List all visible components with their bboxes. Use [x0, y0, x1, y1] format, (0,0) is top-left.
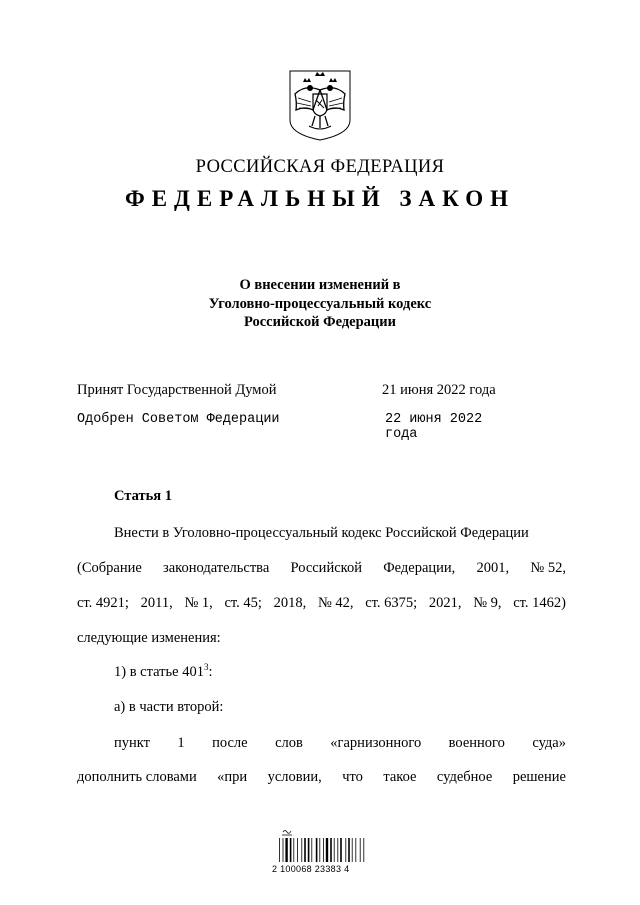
article-line-8 — [77, 769, 566, 786]
barcode-bar — [334, 838, 335, 862]
article-line-7 — [114, 735, 566, 752]
barcode-bar — [348, 838, 350, 862]
word: Российской — [290, 560, 362, 576]
word: дополнить словами — [77, 769, 197, 785]
word: такое — [383, 769, 417, 785]
word: 2018, — [273, 595, 307, 611]
barcode-bar — [363, 838, 364, 862]
word: ст. 45; — [224, 595, 262, 611]
barcode-bar — [355, 838, 356, 862]
adoption-label: Принят Государственной Думой — [77, 382, 277, 398]
word: 2011, — [140, 595, 173, 611]
word: после — [212, 735, 248, 751]
word: ст. 1462) — [513, 595, 566, 611]
item-1-text: 1) в статье 401 — [114, 664, 204, 680]
word: № 42, — [317, 595, 354, 611]
item-1-colon: : — [208, 664, 213, 680]
word: «гарнизонного — [330, 735, 422, 751]
adoption-date: 21 июня 2022 года — [382, 382, 496, 398]
word: ст. 6375; — [365, 595, 418, 611]
word: судебное — [436, 769, 493, 785]
article-line-3 — [77, 595, 566, 612]
barcode-bar — [326, 838, 328, 862]
word: 2021, — [428, 595, 462, 611]
word: решение — [512, 769, 566, 785]
barcode-bar — [337, 838, 338, 862]
word: суда» — [532, 735, 566, 751]
law-type-heading: ФЕДЕРАЛЬНЫЙ ЗАКОН — [124, 186, 516, 211]
adoption-date: 22 июня 2022 года — [385, 412, 483, 442]
word: 1 — [177, 735, 185, 751]
word: пункт — [114, 735, 150, 751]
barcode-bar — [297, 838, 298, 862]
barcode-bar — [360, 838, 361, 862]
barcode-bar — [311, 838, 312, 862]
barcode-bar — [301, 838, 302, 862]
barcode-number: 2 100068 23383 4 — [272, 864, 350, 874]
item-a: а) в части второй: — [114, 699, 224, 715]
word: военного — [448, 735, 505, 751]
barcode-bar — [279, 838, 280, 862]
barcode-bar — [285, 838, 287, 862]
article-intro-line: Внести в Уголовно-процессуальный кодекс Российской Федерации — [114, 525, 529, 541]
word: 2001, — [476, 560, 510, 576]
barcode-bar — [316, 838, 318, 862]
barcode-bar — [293, 838, 294, 862]
country-name: РОССИЙСКАЯ ФЕДЕРАЦИЯ — [195, 157, 445, 177]
article-line-4: следующие изменения: — [77, 630, 221, 646]
word: № 52, — [530, 560, 566, 576]
word: № 9, — [473, 595, 502, 611]
law-title-line: Уголовно-процессуальный кодекс — [208, 295, 432, 312]
word: Федерации, — [383, 560, 456, 576]
barcode-bar — [304, 838, 306, 862]
word: что — [342, 769, 363, 785]
law-title-line: О внесении изменений в — [239, 277, 401, 293]
word: № 1, — [184, 595, 213, 611]
word: «при — [217, 769, 248, 785]
barcode-bar — [340, 838, 342, 862]
barcode-bar — [323, 838, 324, 862]
word: слов — [275, 735, 303, 751]
word: законодательства — [163, 560, 270, 576]
barcode-bar — [345, 838, 346, 862]
item-1 — [114, 664, 414, 681]
item-1-superscript: 3 — [203, 662, 209, 673]
law-title-line: Российской Федерации — [243, 314, 396, 330]
word: (Собрание — [77, 560, 142, 576]
article-title: Статья 1 — [114, 488, 172, 504]
barcode-bar — [308, 838, 310, 862]
coat-of-arms-emblem — [287, 68, 353, 142]
barcode-bar — [330, 838, 332, 862]
adoption-label: Одобрен Советом Федерации — [77, 412, 280, 427]
article-line-2 — [77, 560, 566, 577]
word: условии, — [267, 769, 322, 785]
barcode-bar — [319, 838, 320, 862]
law-title — [0, 276, 640, 332]
barcode-bar — [290, 838, 292, 862]
word: ст. 4921; — [77, 595, 129, 611]
barcode-bar — [283, 838, 284, 862]
barcode-bar — [352, 838, 353, 862]
